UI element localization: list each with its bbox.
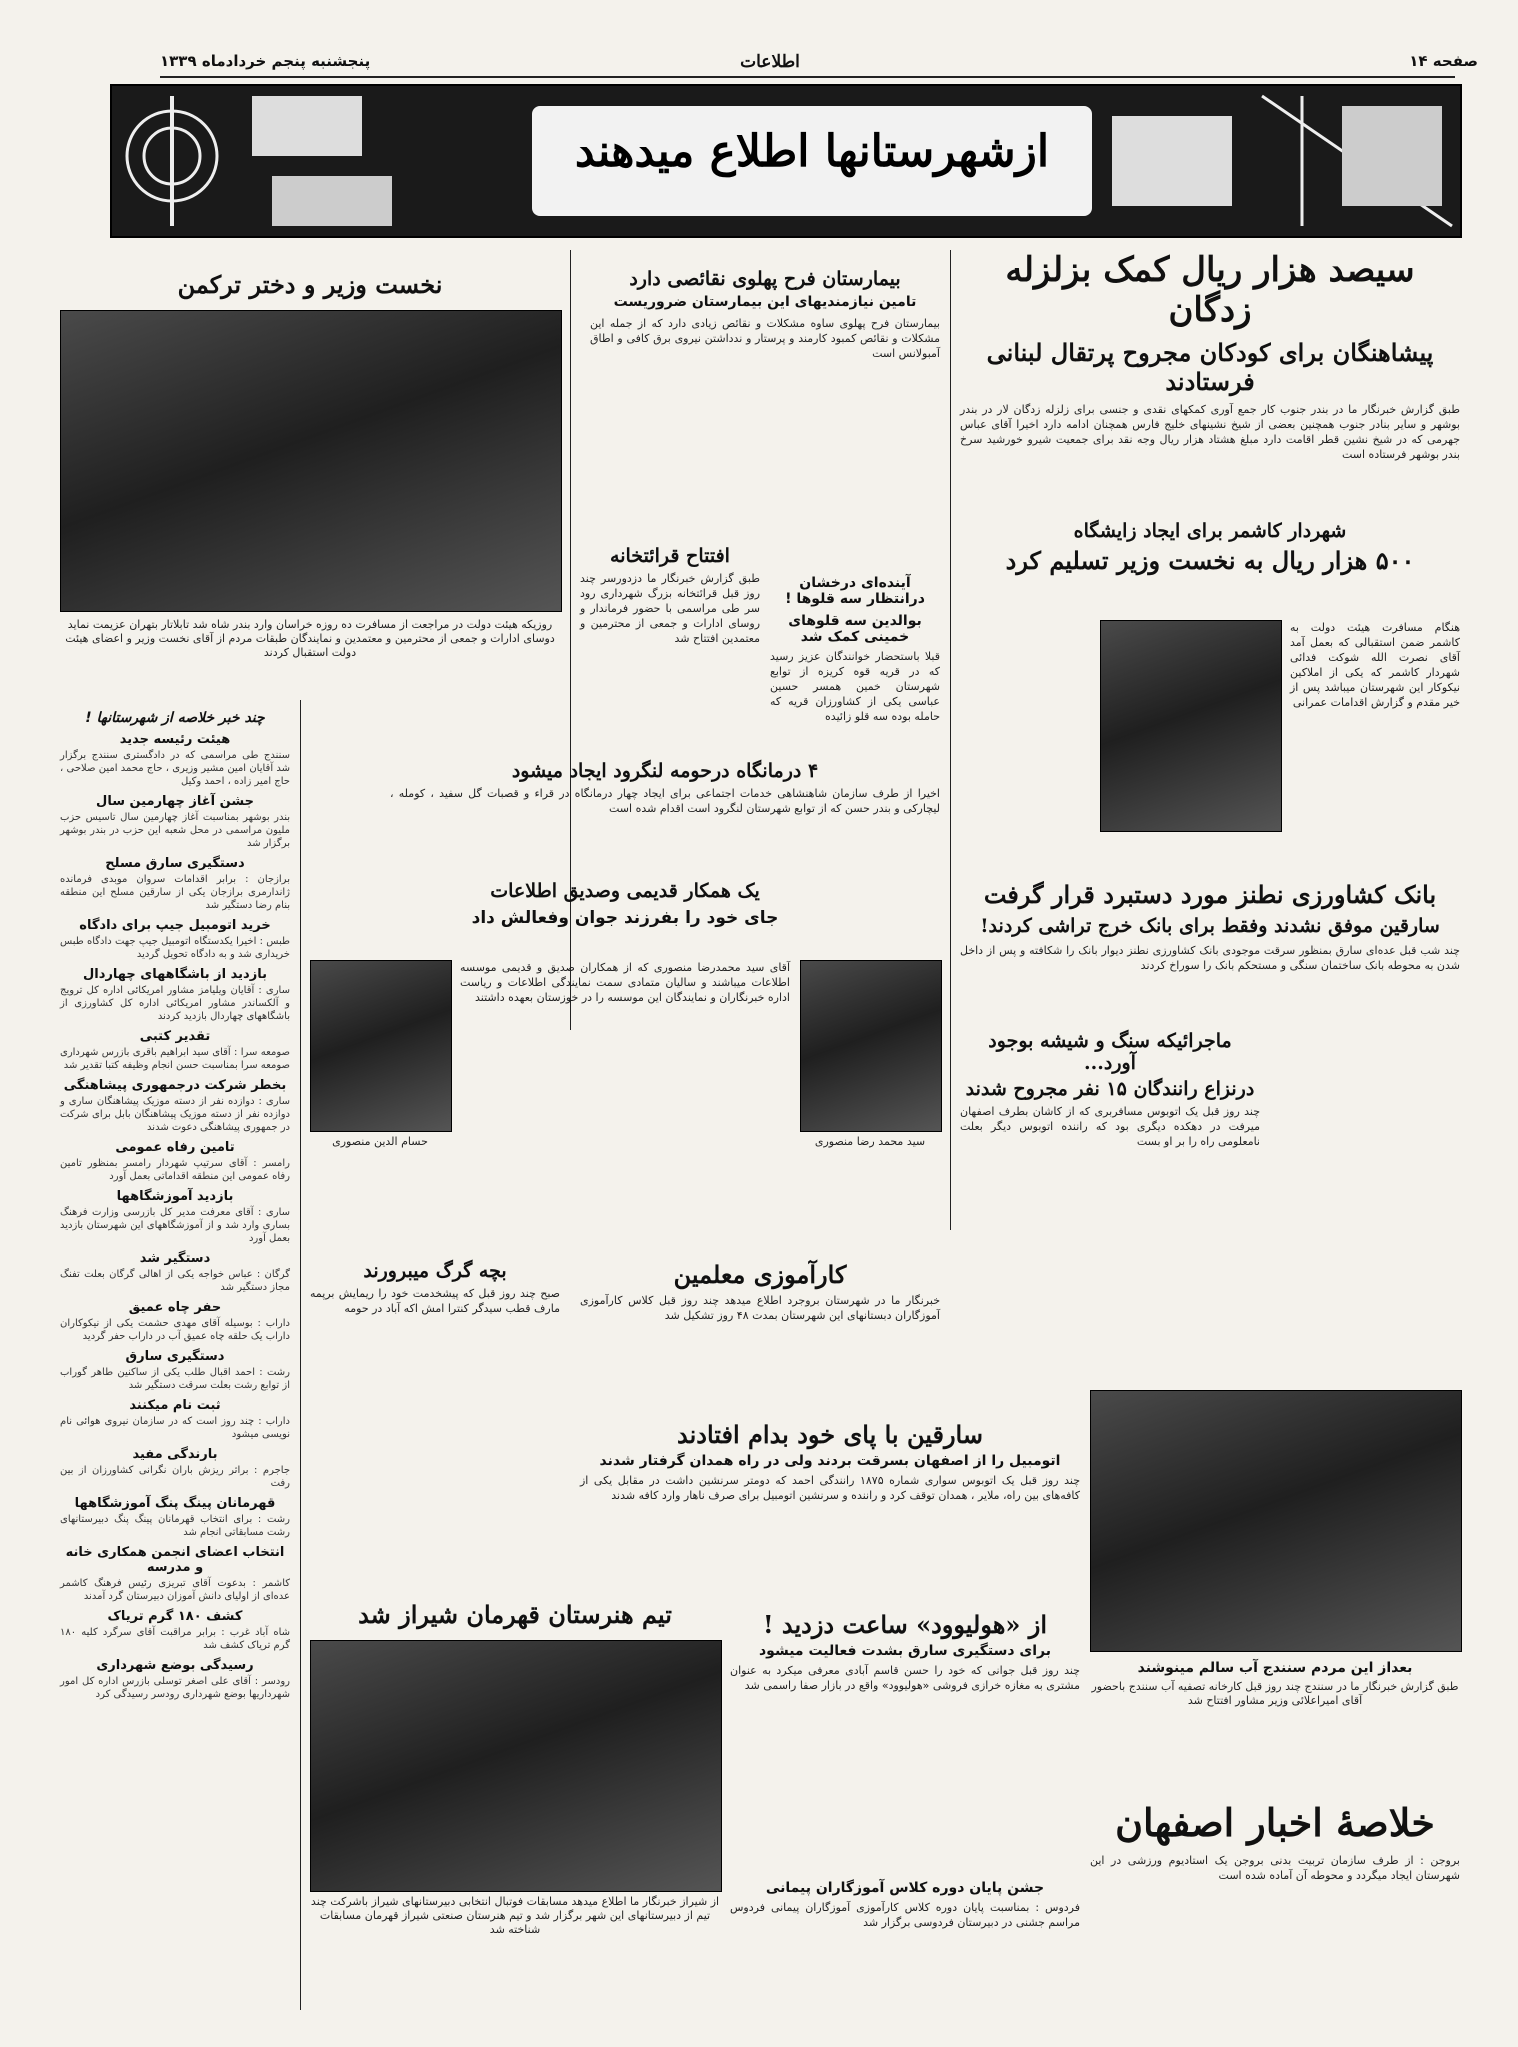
banner-title: ازشهرستانها اطلاع میدهند bbox=[574, 126, 1050, 177]
brief-title: بازدید آموزشگاهها bbox=[116, 1189, 234, 1204]
article-shiraz-team bbox=[310, 1600, 720, 1629]
article-hollywood bbox=[730, 1610, 1080, 1693]
portrait-photo-left bbox=[310, 960, 452, 1132]
headline: ۴ درمانگاه درحومه لنگرود ایجاد میشود bbox=[511, 760, 819, 782]
brief-title: خرید اتومبیل جیپ برای دادگاه bbox=[79, 918, 271, 933]
brief-body: سنندج طی مراسمی که در دادگستری سنندج برگزار شد آقایان امین مشیر وزیری ، حاج محمد امین صلاحی ، حاج امیر زاده ، احمد وکیل bbox=[60, 750, 290, 787]
brief-body: داراب : چند روز است که در سازمان نیروی هوائی نام نویسی میشود bbox=[60, 1416, 290, 1440]
subhead: تامین نیازمندیهای این بیمارستان ضروریست bbox=[613, 294, 917, 310]
brief-item bbox=[60, 1078, 290, 1134]
brief-body: ساری : دوازده نفر از دسته موزیک پیشاهنگان ساری و دوازده نفر از دسته موزیک پیشاهنگان بابل برای شرکت در جمهوری پیشاهنگی دعوت شدند bbox=[60, 1096, 290, 1133]
headline: افتتاح قرائتخانه bbox=[610, 545, 730, 567]
headline: بچه گرگ میبرورند bbox=[363, 1260, 507, 1282]
brief-body: کاشمر : بدعوت آقای تبریزی رئیس فرهنگ کاشمر عده‌ای از اولیای دانش آموزان دبیرستان گرد آمدند bbox=[60, 1578, 290, 1602]
headline: سارقین با پای خود بدام افتادند bbox=[677, 1420, 983, 1449]
brief-item bbox=[60, 794, 290, 850]
article-isfahan bbox=[1090, 1800, 1460, 1883]
article-body: فردوس : بمناسبت پایان دوره کلاس کارآموزی آموزگاران پیمانی فردوس مراسم جشنی در دبیرستان فردوسی برگزار شد bbox=[730, 1901, 1080, 1929]
briefs-list bbox=[60, 732, 290, 1701]
article-teachers bbox=[580, 1260, 940, 1323]
brief-title: بخطر شرکت درجمهوری پیشاهنگی bbox=[63, 1078, 287, 1093]
headline: بیمارستان فرح پهلوی نقائصی دارد bbox=[629, 268, 901, 290]
brief-item bbox=[60, 1545, 290, 1603]
brief-item bbox=[60, 1398, 290, 1441]
headline: کارآموزی معلمین bbox=[673, 1260, 847, 1289]
brief-body: برازجان : برابر اقدامات سروان موبدی فرمانده ژاندارمری برازجان یکی از سارقین مسلح این منطقه بنام رضا دستگیر شد bbox=[60, 874, 290, 911]
portrait-photo-right bbox=[800, 960, 942, 1132]
headline: سیصد هزار ریال کمک بزلزله زدگان bbox=[1005, 250, 1415, 330]
headline: آینده‌ای درخشان درانتظار سه قلوها ! bbox=[785, 575, 925, 607]
article-children bbox=[310, 1260, 560, 1316]
brief-item bbox=[60, 1251, 290, 1294]
brief-title: انتخاب اعضای انجمن همکاری خانه و مدرسه bbox=[65, 1545, 285, 1575]
subhead: اتومبیل را از اصفهان بسرقت بردند ولی در راه همدان گرفتار شدند bbox=[599, 1453, 1061, 1469]
brief-title: دستگیر شد bbox=[139, 1251, 211, 1266]
brief-body: جاجرم : براثر ریزش باران نگرانی کشاورزان از بین رفت bbox=[60, 1465, 290, 1489]
paper-name: اطلاعات bbox=[740, 52, 800, 72]
headline: جشن پایان دوره کلاس آموزگاران پیمانی bbox=[765, 1880, 1045, 1896]
article-bank bbox=[960, 880, 1460, 973]
brief-title: حفر چاه عمیق bbox=[128, 1300, 222, 1315]
headline: یک همکار قدیمی وصدیق اطلاعات bbox=[490, 880, 760, 902]
article-body: طبق گزارش خبرنگار ما دزدورسر چند روز قبل قرائتخانه بزرگ شهرداری رود سر طی مراسمی با حضور فرماندار و روسای ادارات و جمعی از محترمین و معتمدین افتتاح شد bbox=[580, 572, 760, 645]
brief-title: قهرمانان پینگ پنگ آموزشگاهها bbox=[74, 1496, 276, 1511]
brief-title: دستگیری سارق bbox=[125, 1349, 225, 1364]
brief-item bbox=[60, 732, 290, 788]
brief-title: ثبت نام میکنند bbox=[129, 1398, 221, 1413]
article-kashmar bbox=[960, 520, 1460, 575]
headline: ماجرائیکه سنگ و شیشه بوجود آورد... bbox=[988, 1030, 1232, 1074]
brief-title: بارندگی مفید bbox=[132, 1447, 218, 1462]
brief-body: طبس : اخیرا یکدستگاه اتومبیل جیپ جهت دادگاه طبس خریداری شد و به دادگاه تحویل گردید bbox=[60, 936, 290, 960]
headline: از «هولیوود» ساعت دزدید ! bbox=[762, 1610, 1048, 1639]
article-body: بروجن : از طرف سازمان تربیت بدنی بروجن یک استادیوم ورزشی در این شهرستان ایجاد میگردد و محوطه آن آماده شده است bbox=[1090, 1854, 1460, 1882]
brief-item bbox=[60, 1189, 290, 1245]
photo-caption-left: حسام الدین منصوری bbox=[332, 1135, 428, 1148]
briefs-column bbox=[60, 710, 290, 1701]
subhead: جای خود را بفرزند جوان وفعالش داد bbox=[471, 908, 779, 928]
headline: بانک کشاورزی نطنز مورد دستبرد قرار گرفت bbox=[983, 880, 1437, 909]
headline: نخست وزیر و دختر ترکمن bbox=[177, 270, 443, 299]
article-prime-minister bbox=[60, 270, 560, 299]
masthead-rule bbox=[160, 76, 1455, 78]
brief-body: ساری : آقایان ویلیامز مشاور امریکائی اداره کل ترویج و آلکساندر مشاور امریکائی اداره کل کشاورزی از باشگاههای چهاردال بازدید کردند bbox=[60, 985, 290, 1022]
brief-body: رشت : برای انتخاب قهرمانان پینگ پنگ دبیرستانهای رشت مسابقاتی انجام شد bbox=[60, 1514, 290, 1538]
photo-caption: از شیراز خبرنگار ما اطلاع میدهد مسابقات فوتبال انتخابی دبیرستانهای شیراز باشرکت چند تیم از دبیرستانهای این شهر برگزار شد و تیم هنرستان صنعتی شیراز قهرمان مسابقات شناخته شد bbox=[310, 1895, 720, 1936]
headline: خلاصهٔ اخبار اصفهان bbox=[1115, 1800, 1435, 1845]
brief-body: ساری : آقای معرفت مدیر کل بازرسی وزارت فرهنگ بساری وارد شد و از آموزشگاههای این شهرستان بازدید بعمل آورد bbox=[60, 1207, 290, 1244]
photo-caption-title: بعداز این مردم سنندج آب سالم مینوشند bbox=[1137, 1660, 1413, 1676]
article-triplets bbox=[770, 575, 940, 724]
article-accident bbox=[960, 1030, 1260, 1149]
article-body: چند شب قبل عده‌ای سارق بمنظور سرقت موجودی بانک کشاورزی نطنز دیوار بانک را شکافته و پس از داخل شدن به محوطه بانک ساختمان سنگی و مستحکم بانک را سوراخ کردند bbox=[960, 944, 1460, 972]
brief-item bbox=[60, 856, 290, 912]
article-body: اخیرا از طرف سازمان شاهنشاهی خدمات اجتماعی برای ایجاد چهار درمانگاه در قراء و قصبات گل سفید ، کومله ، لیچارکی و بندر حسن که از توابع شهرستان لنگرود است اقدام شده است bbox=[390, 787, 940, 815]
sanandaj-photo bbox=[1090, 1390, 1462, 1652]
brief-body: بندر بوشهر بمناسبت آغاز چهارمین سال تاسیس حزب ملیون مراسمی در محل شعبه این حزب در بندر بوشهر برگزار شد bbox=[60, 812, 290, 849]
article-colleague bbox=[310, 880, 940, 928]
brief-item bbox=[60, 1300, 290, 1343]
column-rule bbox=[300, 700, 301, 2010]
brief-title: تامین رفاه عمومی bbox=[115, 1140, 235, 1155]
team-photo bbox=[310, 1640, 722, 1892]
article-reading-room bbox=[580, 545, 760, 646]
brief-title: جشن آغاز چهارمین سال bbox=[96, 794, 254, 809]
headline: تیم هنرستان قهرمان شیراز شد bbox=[358, 1600, 672, 1629]
brief-title: بازدید از باشگاههای چهاردال bbox=[83, 967, 267, 982]
photo-caption-right: سید محمد رضا منصوری bbox=[814, 1135, 926, 1148]
photo-caption: روزیکه هیئت دولت در مراجعت از مسافرت ده روزه خراسان وارد بندر شاه شد تابلاتار بتهران عزیمت نماید دوسای ادارات و جمعی از محترمین و معتمدین و نمایندگان طبقات مردم از آقای نخست وزیر و اعضای هیئت دولت استقبال کردند bbox=[65, 618, 555, 659]
brief-item bbox=[60, 1447, 290, 1490]
brief-body: داراب : بوسیله آقای مهدی حشمت یکی از نیکوکاران داراب یک حلقه چاه عمیق آب در داراب حفر گردید bbox=[60, 1318, 290, 1342]
brief-item bbox=[60, 1029, 290, 1072]
brief-item bbox=[60, 1496, 290, 1539]
article-body: صبح چند روز قبل که پیشخدمت خود را ریمایش برپمه مارف قطب سیدگر کنترا امش اکه آباد در حومه bbox=[310, 1287, 560, 1315]
brief-body: رامسر : آقای سرتیپ شهردار رامسر بمنظور تامین رفاه عمومی این منطقه اقداماتی بعمل آورد bbox=[60, 1158, 290, 1182]
brief-item bbox=[60, 1658, 290, 1701]
subhead: پیشاهنگان برای کودکان مجروح پرتقال لبنانی فرستادند bbox=[986, 338, 1434, 396]
brief-title: تقدیر کتبی bbox=[139, 1029, 211, 1044]
brief-body: رشت : احمد اقبال طلب یکی از ساکنین طاهر گوراب از توابع رشت بعلت سرقت دستگیر شد bbox=[60, 1367, 290, 1391]
article-body: چند روز قبل یک اتوبوس سواری شماره ۱۸۷۵ رانندگی احمد که دومتر سرنشین داشت در مقابل یکی از کافه‌های بین راه، ملایر ، همدان توقف کرد و راننده و سرنشین اتومبیل برای صرف ناهار وارد کافه شدند bbox=[580, 1474, 1080, 1502]
article-clinics bbox=[390, 760, 940, 816]
kicker: شهردار کاشمر برای ایجاد زایشگاه bbox=[1073, 520, 1347, 542]
brief-item bbox=[60, 918, 290, 961]
article-body: بیمارستان فرح پهلوی ساوه مشکلات و نقائص زیادی دارد که از جمله این مشکلات و نقائص کمبود کارمند و پرستار و ندداشتن نیروی برق کافی و اطاق آمبولانس است bbox=[590, 317, 940, 360]
headline: ۵۰۰ هزار ریال به نخست وزیر تسلیم کرد bbox=[1005, 546, 1415, 575]
issue-date: پنجشنبه پنجم خردادماه ۱۳۳۹ bbox=[160, 52, 371, 70]
article-body: چند روز قبل یک اتوبوس مسافربری که از کاشان بطرف اصفهان میرفت در دهکده دیگری بود که راننده اتوبوس دیگر بعلت نامعلومی راه را بر او بست bbox=[960, 1105, 1260, 1148]
brief-item bbox=[60, 967, 290, 1023]
page-number: صفحه ۱۴ bbox=[1409, 52, 1478, 70]
portrait-photo bbox=[1100, 620, 1282, 832]
brief-item bbox=[60, 1609, 290, 1652]
subhead: سارقین موفق نشدند وفقط برای بانک خرج تراشی کردند! bbox=[980, 915, 1440, 937]
column-rule bbox=[950, 250, 951, 1230]
prime-minister-photo bbox=[60, 310, 562, 612]
colleague-body: آقای سید محمدرضا منصوری که از همکاران صدیق و قدیمی موسسه اطلاعات میباشند و سالیان متمادی سمت نمایندگی اطلاعات و ریاست اداره خبرنگاران و نمایندگان این موسسه را در خوزستان بعهده داشتند bbox=[460, 961, 790, 1004]
article-body: چند روز قبل جوانی که خود را حسن قاسم آبادی معرفی میکرد به عنوان مشتری به مغازه خرازی فروشی «هولیوود» واقع در بازار صفا راسمی شد bbox=[730, 1664, 1080, 1692]
brief-item bbox=[60, 1349, 290, 1392]
article-body: طبق گزارش خبرنگار ما در بندر جنوب کار جمع آوری کمکهای نقدی و جنسی برای زلزله زدگان لار در بندر بوشهر و سایر بنادر جنوب همچنین بعضی از شیخ نشینهای خلیج فارس همچنان ادامه دارد اخیرا آقای عباس جهرمی که در شیخ نشین قطر اقامت دارد مبلغ هشتاد هزار ریال وجه نقد برای جمعیت شیرو خورشید سرخ بندر بوشهر فرستاده است bbox=[960, 403, 1460, 461]
brief-body: شاه آباد غرب : برابر مراقبت آقای سرگرد کلیه ۱۸۰ گرم تریاک کشف شد bbox=[60, 1627, 290, 1651]
brief-body: گرگان : عباس خواجه یکی از اهالی گرگان بعلت تفنگ مجاز دستگیر شد bbox=[60, 1269, 290, 1293]
brief-item bbox=[60, 1140, 290, 1183]
article-body: خبرنگار ما در شهرستان بروجرد اطلاع میدهد چند روز قبل کلاس کارآموزی آموزگاران دبستانهای این شهرستان بمدت ۴۸ روز تشکیل شد bbox=[580, 1294, 940, 1322]
subhead: درنزاع رانندگان ۱۵ نفر مجروح شدند bbox=[965, 1078, 1255, 1100]
sanandaj-caption-block bbox=[1090, 1660, 1460, 1708]
banner bbox=[110, 84, 1462, 238]
brief-title: رسیدگی بوضع شهرداری bbox=[96, 1658, 254, 1673]
briefs-section-title: چند خبر خلاصه از شهرستانها ! bbox=[85, 710, 265, 726]
brief-title: دستگیری سارق مسلح bbox=[105, 856, 245, 871]
subhead: بوالدین سه قلوهای خمینی کمک شد bbox=[788, 613, 922, 645]
article-hospital bbox=[590, 268, 940, 361]
article-teachers-graduation bbox=[730, 1880, 1080, 1930]
article-earthquake bbox=[960, 250, 1460, 462]
brief-body: صومعه سرا : آقای سید ابراهیم باقری بازرس شهرداری صومعه سرا بمناسبت حسن انجام وظیفه کتبا تقدیر شد bbox=[60, 1047, 290, 1071]
brief-body: رودسر : آقای علی اصغر توسلی بازرس اداره کل امور شهرداریها بوضع شهرداری رودسر رسیدگی کرد bbox=[60, 1676, 290, 1700]
brief-title: کشف ۱۸۰ گرم تریاک bbox=[107, 1609, 243, 1624]
brief-title: هیئت رئیسه جدید bbox=[119, 732, 231, 747]
article-thieves bbox=[580, 1420, 1080, 1503]
photo-caption: طبق گزارش خبرنگار ما در سنندج چند روز قبل کارخانه تصفیه آب سنندج باحضور آقای امیراعلائی وزیر مشاور افتتاح شد bbox=[1091, 1680, 1459, 1707]
subhead: برای دستگیری سارق بشدت فعالیت میشود bbox=[759, 1643, 1051, 1659]
article-body: قبلا باستحضار خوانندگان عزیز رسید که در قریه قوه کریزه از توابع شهرستان خمین همسر حسین عباسی یکی از کشاورزان قریه که حامله بوده سه قلو زائیده bbox=[770, 650, 940, 723]
kashmar-body: هنگام مسافرت هیئت دولت به کاشمر ضمن استقبالی که بعمل آمد آقای نصرت الله شوکت فدائی شهردار کاشمر که یکی از املاکین نیکوکار این شهرستان میباشد پس از خیر مقدم و گزارش اقدامات عمرانی bbox=[1290, 621, 1460, 709]
